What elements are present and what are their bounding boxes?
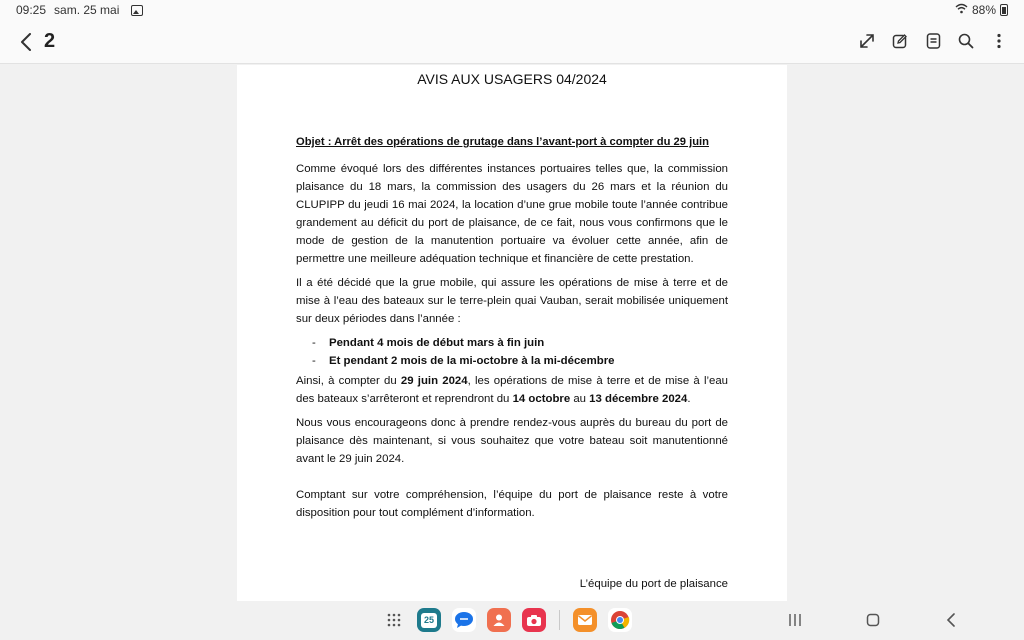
paragraph-4: Nous vous encourageons donc à prendre rendez-vous auprès du bureau du port de plaisance dès maintenant, si vous souhaitez que votre bateau soit manutentionné avant le 29 juin 2024. (296, 417, 728, 465)
list-item: - Pendant 4 mois de début mars à fin juin (296, 334, 728, 352)
chrome-app-icon (610, 610, 630, 630)
status-right (955, 3, 1008, 17)
notes-button[interactable] (924, 31, 942, 51)
edit-icon (892, 33, 908, 49)
page-number: 2 (44, 30, 56, 52)
status-time: 09:25 (16, 3, 47, 17)
expand-button[interactable] (858, 31, 876, 51)
more-vert-icon (997, 33, 1001, 49)
signature: L’équipe du port de plaisance (579, 578, 728, 590)
date-resume-end: 13 décembre 2024 (589, 393, 688, 405)
expand-icon (859, 33, 875, 49)
system-back-button[interactable] (942, 611, 960, 629)
document-body (296, 133, 728, 528)
edit-button[interactable] (891, 31, 909, 51)
list-item: - Et pendant 2 mois de la mi-octobre à la mi-décembre (296, 352, 728, 370)
recents-icon (788, 613, 802, 627)
recents-button[interactable] (786, 611, 804, 629)
app-dock (382, 608, 632, 632)
paragraph-3-text: au (570, 393, 590, 405)
messages-app[interactable] (452, 608, 476, 632)
home-icon (866, 613, 880, 627)
camera-app[interactable] (522, 608, 546, 632)
viewer-toolbar (0, 22, 1024, 64)
chrome-app[interactable] (608, 608, 632, 632)
wifi-icon (955, 3, 968, 17)
status-bar (0, 0, 1024, 22)
date-resume-start: 14 octobre (512, 393, 571, 405)
periods-list (296, 334, 728, 370)
spacer (296, 474, 728, 486)
apps-grid-icon (387, 613, 401, 627)
paragraph-3-text: Ainsi, à compter du (296, 375, 401, 387)
more-button[interactable] (990, 31, 1008, 51)
paragraph-2: Il a été décidé que la grue mobile, qui assure les opérations de mise à terre et de mise à l’eau des bateaux sur le terre-plein quai Vauban, serait mobilisée uniquement sur deux périodes dans l’année : (296, 277, 728, 325)
calendar-app[interactable] (417, 608, 441, 632)
contacts-app-icon (492, 613, 506, 627)
navigation-bar (0, 601, 1024, 640)
contacts-app[interactable] (487, 608, 511, 632)
email-app[interactable] (573, 608, 597, 632)
date-resumption-stop: 29 juin 2024 (400, 375, 468, 387)
camera-app-icon (526, 614, 542, 627)
status-left (16, 3, 143, 17)
search-icon (958, 33, 974, 49)
dock-divider (559, 610, 560, 630)
paragraph-1: Comme évoqué lors des différentes instances portuaires telles que, la commission plaisance du 18 mars, la commission des usagers du 26 mars et la réunion du CLUPIPP du jeudi 16 mai 2024, la location d’une grue mobile toute l’année contribue grandement au déficit du port de plaisance, de ce fait, nous vous confirmons que le mode de gestion de la manutention portuaire va évoluer cette année, afin de permettre une meilleure adéquation technique et financière de cette prestation. (296, 163, 728, 265)
back-icon (946, 613, 956, 627)
status-date: sam. 25 mai (54, 3, 120, 17)
calendar-day: 25 (423, 615, 434, 625)
document-subject: Objet : Arrêt des opérations de grutage dans l’avant-port à compter du 29 juin (296, 136, 709, 148)
calendar-app-icon (421, 613, 437, 628)
back-button[interactable] (14, 30, 38, 54)
notes-icon (926, 33, 941, 49)
paragraph-5: Comptant sur votre compréhension, l’équipe du port de plaisance reste à votre disposition pour tout complément d’information. (296, 489, 728, 519)
toolbar-actions (858, 31, 1008, 51)
paragraph-3-text: . (687, 393, 691, 405)
gallery-icon (131, 5, 143, 16)
home-button[interactable] (864, 611, 882, 629)
document-title: AVIS AUX USAGERS 04/2024 (417, 71, 607, 87)
email-app-icon (577, 614, 593, 626)
battery-icon (1000, 4, 1008, 16)
paragraph-3-text: , les opérations de mise à terre et de mise à l’eau des bateaux s’arrêteront et reprendront du (296, 375, 729, 405)
chevron-left-icon (20, 33, 32, 51)
battery-percent: 88% (971, 3, 996, 17)
messages-app-icon (454, 611, 474, 629)
search-button[interactable] (957, 31, 975, 51)
apps-grid-button[interactable] (382, 608, 406, 632)
document-page (237, 65, 787, 601)
paragraph-3 (296, 372, 728, 408)
